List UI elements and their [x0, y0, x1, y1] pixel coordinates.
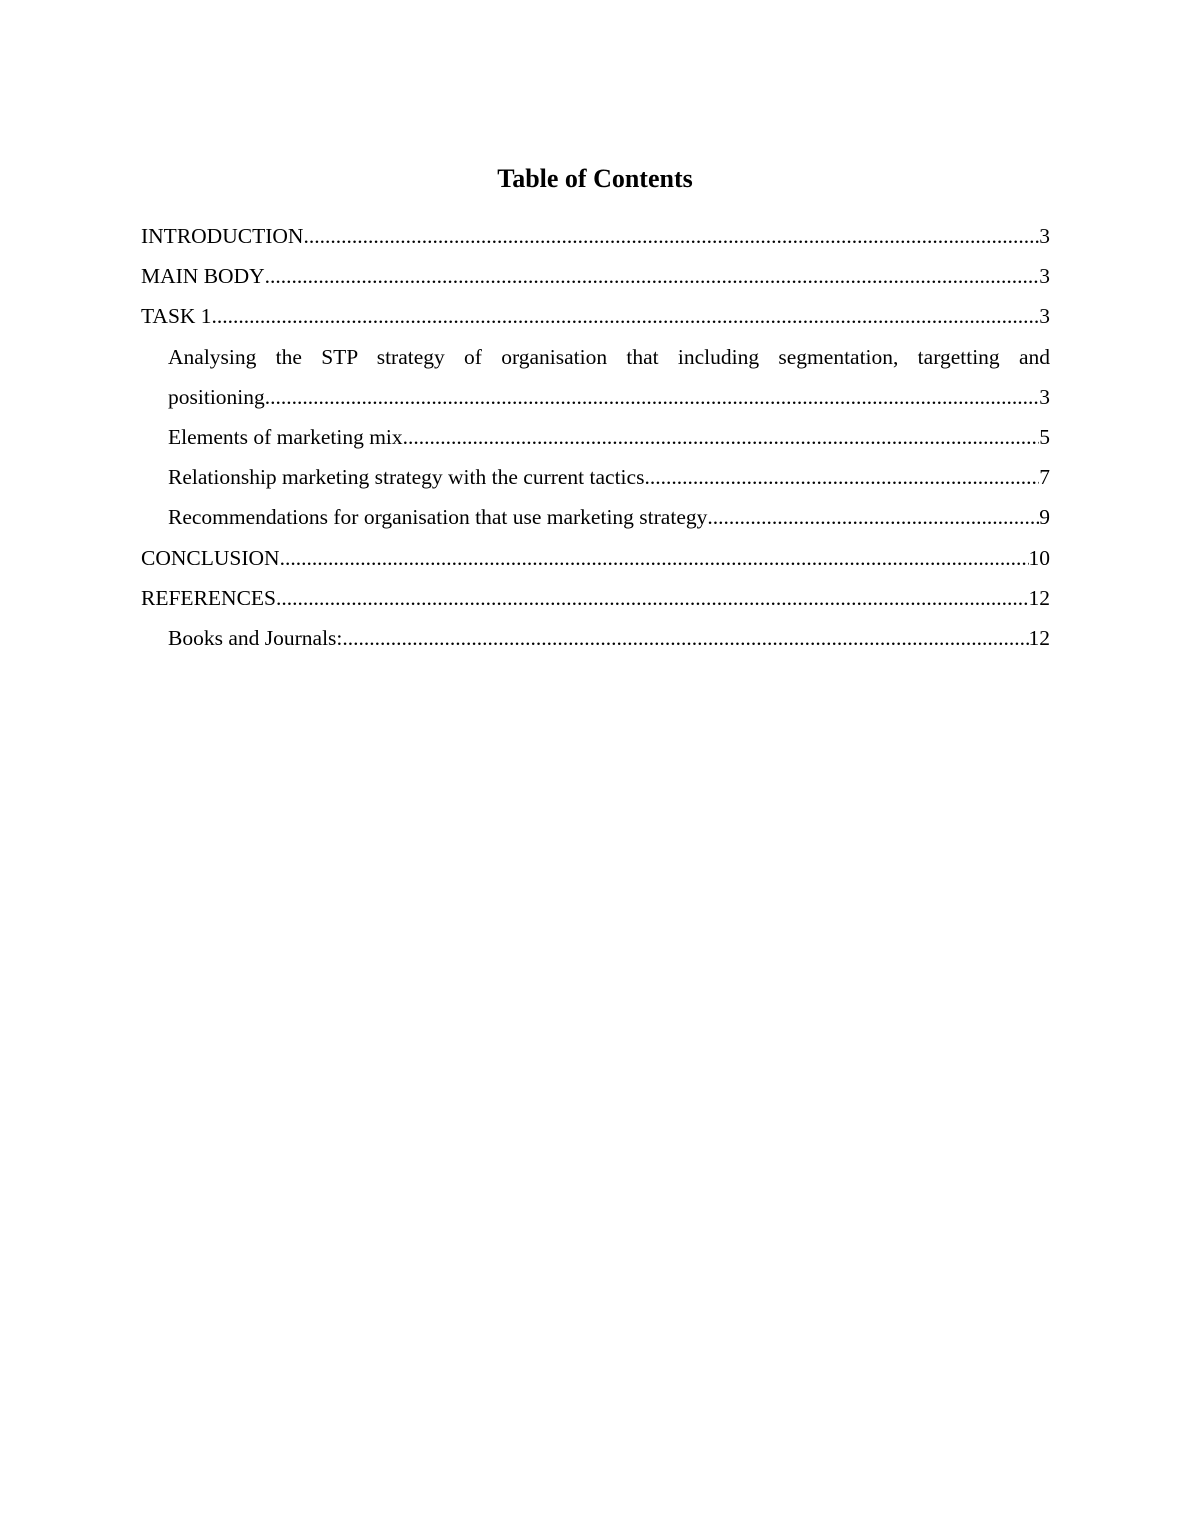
- dot-leader: [212, 296, 1040, 336]
- toc-entry-conclusion[interactable]: [141, 538, 1050, 578]
- toc-page-number: 3: [1039, 384, 1050, 409]
- toc-entry-label: INTRODUCTION: [141, 224, 304, 248]
- dot-leader: [644, 457, 1039, 497]
- toc-entry-introduction[interactable]: [141, 216, 1050, 256]
- toc-page-number: 10: [1028, 545, 1050, 570]
- toc-entry-label: CONCLUSION: [141, 545, 280, 570]
- toc-entry-label: MAIN BODY: [141, 264, 265, 289]
- toc-entry-main-body[interactable]: [141, 256, 1050, 296]
- toc-entry-label: Books and Journals:: [168, 626, 343, 651]
- dot-leader: [403, 417, 1040, 457]
- toc-page-number: 9: [1039, 505, 1050, 530]
- toc-page-number: 3: [1039, 304, 1050, 329]
- dot-leader: [265, 377, 1039, 417]
- toc-page-number: 3: [1039, 224, 1050, 248]
- toc-entry-stp-strategy[interactable]: [141, 337, 1050, 417]
- toc-page-number: 7: [1039, 465, 1050, 490]
- toc-page-number: 12: [1028, 626, 1050, 651]
- toc-entry-task-1[interactable]: [141, 296, 1050, 336]
- toc-entry-label: TASK 1: [141, 304, 212, 329]
- toc-entry-marketing-mix[interactable]: [141, 417, 1050, 457]
- toc-entry-label: REFERENCES: [141, 585, 276, 610]
- toc-page-number: 3: [1039, 264, 1050, 289]
- table-of-contents: [141, 216, 1050, 658]
- toc-entry-second-line: [168, 377, 1050, 417]
- dot-leader: [265, 256, 1040, 296]
- toc-entry-relationship-marketing[interactable]: [141, 457, 1050, 497]
- dot-leader: [276, 578, 1029, 618]
- toc-page-number: 12: [1028, 585, 1050, 610]
- dot-leader: [342, 618, 1028, 658]
- toc-page-number: 5: [1039, 425, 1050, 450]
- toc-entry-label-line-2: positioning: [168, 384, 265, 409]
- dot-leader: [707, 497, 1039, 537]
- dot-leader: [303, 216, 1039, 256]
- toc-entry-label: Relationship marketing strategy with the current tactics: [168, 465, 645, 490]
- toc-entry-references[interactable]: [141, 578, 1050, 618]
- toc-title: Table of Contents: [497, 164, 693, 193]
- toc-entry-label: Elements of marketing mix: [168, 425, 403, 450]
- toc-entry-label: Recommendations for organisation that use marketing strategy: [168, 505, 708, 530]
- dot-leader: [280, 538, 1029, 578]
- toc-entry-label-line-1: Analysing the STP strategy of organisation that including segmentation, targetting and: [168, 344, 1050, 369]
- toc-entry-recommendations[interactable]: [141, 497, 1050, 537]
- toc-entry-books-and-journals[interactable]: [141, 618, 1050, 658]
